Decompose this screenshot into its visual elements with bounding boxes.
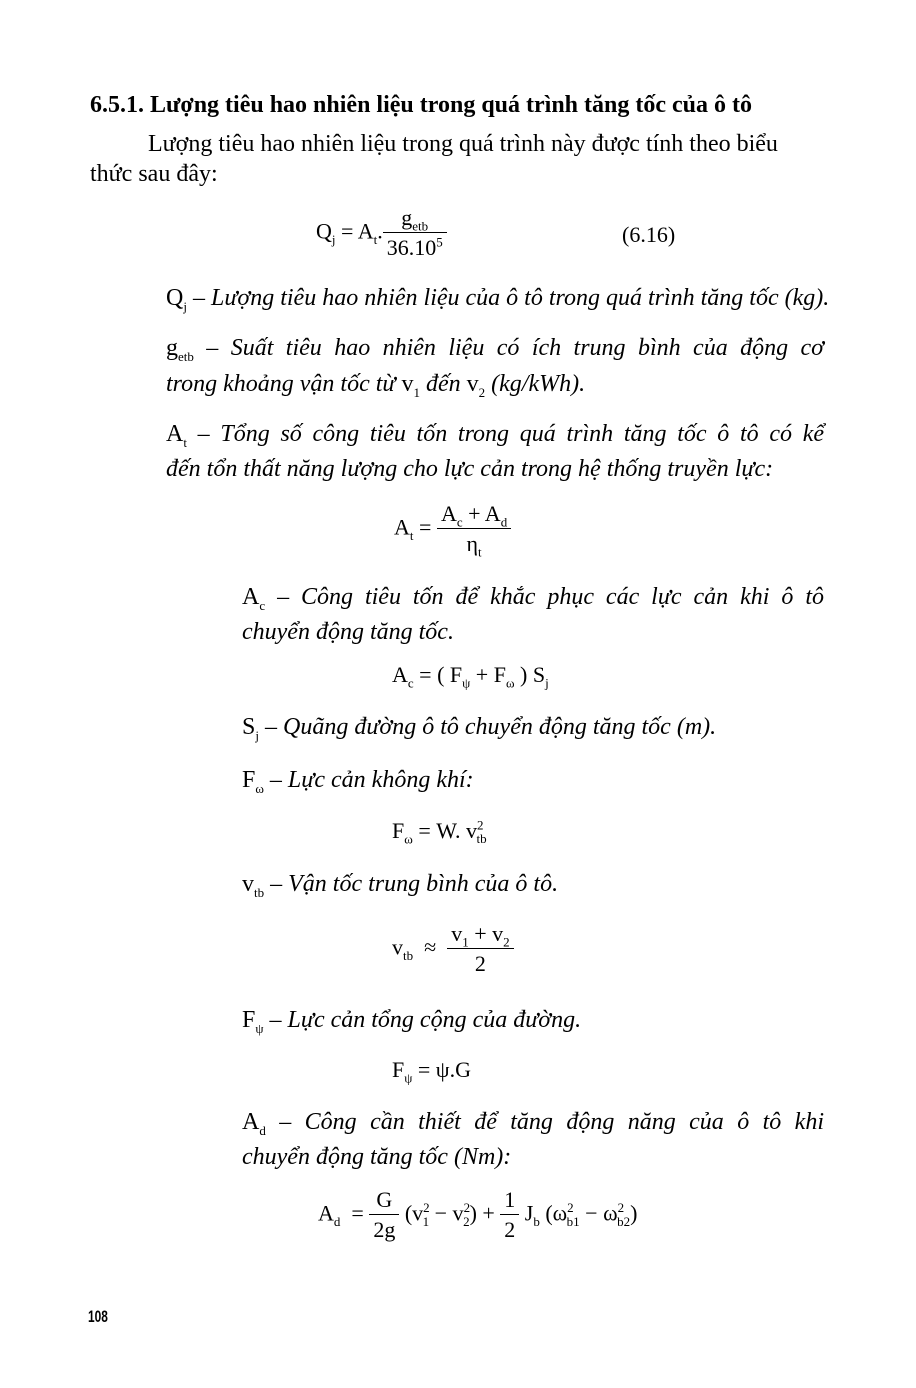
definition-qj: $Q_j$ – Lượng tiêu hao nhiên liệu của ô tô trong quá trình tăng tốc (kg). xyxy=(166,285,830,314)
definition-getb-line2: trong khoảng vận tốc từ $v_1$ đến $v_2$ (kg/kWh). xyxy=(166,371,586,400)
definition-ad-line2: chuyển động tăng tốc (Nm): xyxy=(242,1144,512,1170)
equation-at: $A_t$ = $\frac{A_c + A_d}{\eta_t}$ xyxy=(394,500,511,559)
equation-6-16: $Q_j = A_t$. $\frac{g_{etb}}{36.10^5}$ xyxy=(316,204,447,263)
section-heading: 6.5.1. Lượng tiêu hao nhiên liệu trong quá trình tăng tốc của ô tô xyxy=(90,92,752,118)
definition-ad-line1: $A_d$ – Công cần thiết để tăng động năng của ô tô khi xyxy=(242,1109,824,1138)
definition-ac-line2: chuyển động tăng tốc. xyxy=(242,619,454,645)
definition-getb-line1: $g_{etb}$ – Suất tiêu hao nhiên liệu có ích trung bình của động cơ xyxy=(166,335,824,364)
equation-ad: $A_d$ = $\frac{G}{2g}$ $(v^2_1 - v^2_2)$ + $\frac{1}{2}$ $J_b$ $(\omega^2_{b1} - \omega^2_{b2})$ xyxy=(318,1187,638,1242)
definition-at-line1: $A_t$ – Tổng số công tiêu tốn trong quá trình tăng tốc ô tô có kể xyxy=(166,421,824,450)
definition-fpsi: $F_\psi$ – Lực cản tổng cộng của đường. xyxy=(242,1007,582,1036)
intro-line-1: Lượng tiêu hao nhiên liệu trong quá trình này được tính theo biểu xyxy=(148,131,778,157)
page-number: 108 xyxy=(88,1307,108,1326)
definition-fw: $F_\omega$ – Lực cản không khí: xyxy=(242,767,474,796)
equation-fpsi: $F_\psi = \psi.G$ xyxy=(392,1057,471,1086)
intro-line-2: thức sau đây: xyxy=(90,161,218,187)
equation-fw: $F_\omega = W$. $v^2_{tb}$ xyxy=(392,817,487,847)
equation-vtb: $v_{tb}$ ≈ $\frac{v_1 + v_2}{2}$ xyxy=(392,920,514,979)
definition-sj: $S_j$ – Quãng đường ô tô chuyển động tăng tốc (m). xyxy=(242,714,717,743)
definition-vtb: $v_{tb}$ – Vận tốc trung bình của ô tô. xyxy=(242,871,559,900)
equation-number: (6.16) xyxy=(622,222,676,247)
equation-ac: $A_c$ = ( $F_\psi + F_\omega$ ) $S_j$ xyxy=(392,662,549,691)
definition-ac-line1: $A_c$ – Công tiêu tốn để khắc phục các lực cản khi ô tô xyxy=(242,584,824,613)
definition-at-line2: đến tổn thất năng lượng cho lực cản trong hệ thống truyền lực: xyxy=(166,456,774,482)
